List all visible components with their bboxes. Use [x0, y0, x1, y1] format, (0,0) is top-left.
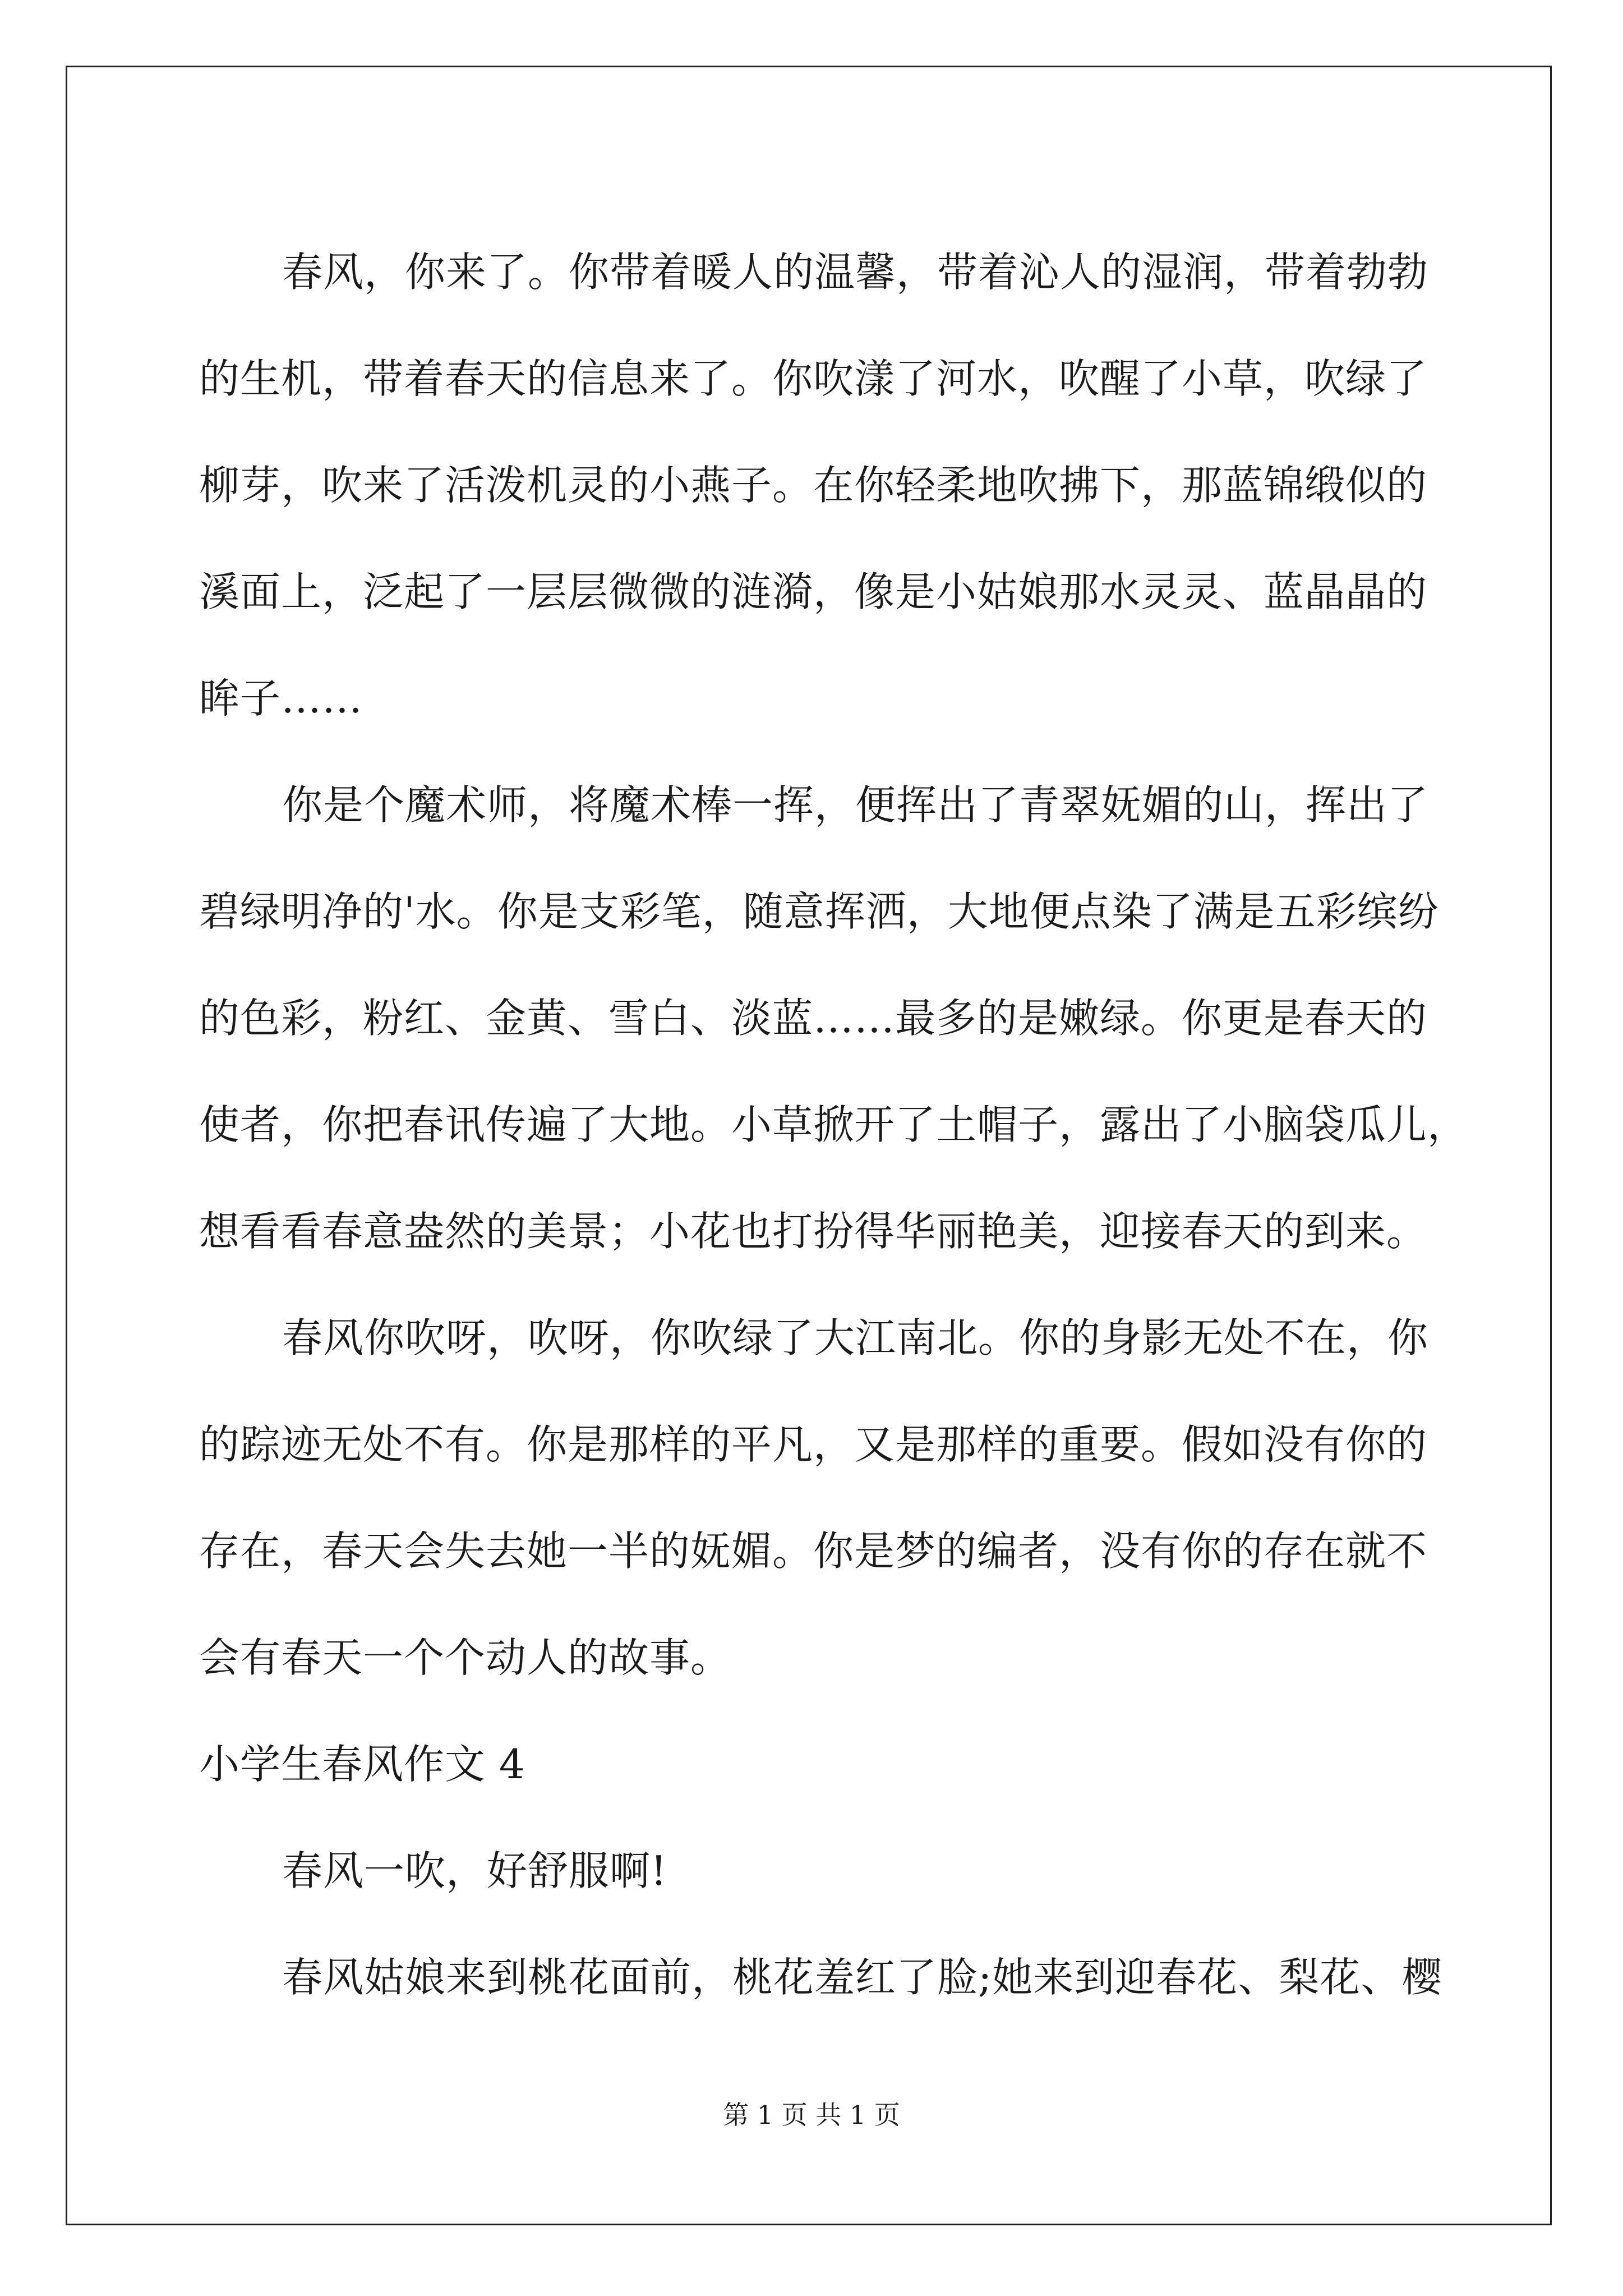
paragraph-line: 春风你吹呀，吹呀，你吹绿了大江南北。你的身影无处不在，你: [282, 1314, 1429, 1361]
paragraph-line: 存在，春天会失去她一半的妩媚。你是梦的编者，没有你的存在就不: [199, 1527, 1428, 1575]
paragraph-line: 柳芽，吹来了活泼机灵的小燕子。在你轻柔地吹拂下，那蓝锦缎似的: [199, 462, 1428, 509]
paragraph-line: 你是个魔术师，将魔术棒一挥，便挥出了青翠妩媚的山，挥出了: [282, 781, 1429, 829]
paragraph-line: 春风姑娘来到桃花面前，桃花羞红了脸;她来到迎春花、梨花、樱: [282, 1954, 1443, 2001]
paragraph-line: 使者，你把春讯传遍了大地。小草掀开了土帽子，露出了小脑袋瓜儿，: [199, 1101, 1469, 1148]
page-number-footer: 第 1 页 共 1 页: [723, 2100, 900, 2130]
document-body: [199, 219, 1469, 2031]
paragraph-line: 会有春天一个个动人的故事。: [199, 1634, 732, 1681]
paragraph-line: 的踪迹无处不有。你是那样的平凡，又是那样的重要。假如没有你的: [199, 1421, 1428, 1468]
paragraph-line: 春风一吹，好舒服啊!: [282, 1847, 667, 1894]
paragraph-line: 春风，你来了。你带着暖人的温馨，带着沁人的湿润，带着勃勃: [282, 249, 1429, 296]
paragraph-line: 溪面上，泛起了一层层微微的涟漪，像是小姑娘那水灵灵、蓝晶晶的: [199, 568, 1428, 615]
paragraph-line: 想看看春意盎然的美景；小花也打扮得华丽艳美，迎接春天的到来。: [199, 1208, 1428, 1255]
paragraph-line: 的生机，带着春天的信息来了。你吹漾了河水，吹醒了小草，吹绿了: [199, 355, 1428, 402]
section-heading: 小学生春风作文 4: [199, 1741, 525, 1788]
paragraph-line: 眸子……: [199, 675, 363, 722]
paragraph-line: 的色彩，粉红、金黄、雪白、淡蓝……最多的是嫩绿。你更是春天的: [199, 995, 1428, 1042]
paragraph-line: 碧绿明净的'水。你是支彩笔，随意挥洒，大地便点染了满是五彩缤纷: [199, 888, 1439, 935]
